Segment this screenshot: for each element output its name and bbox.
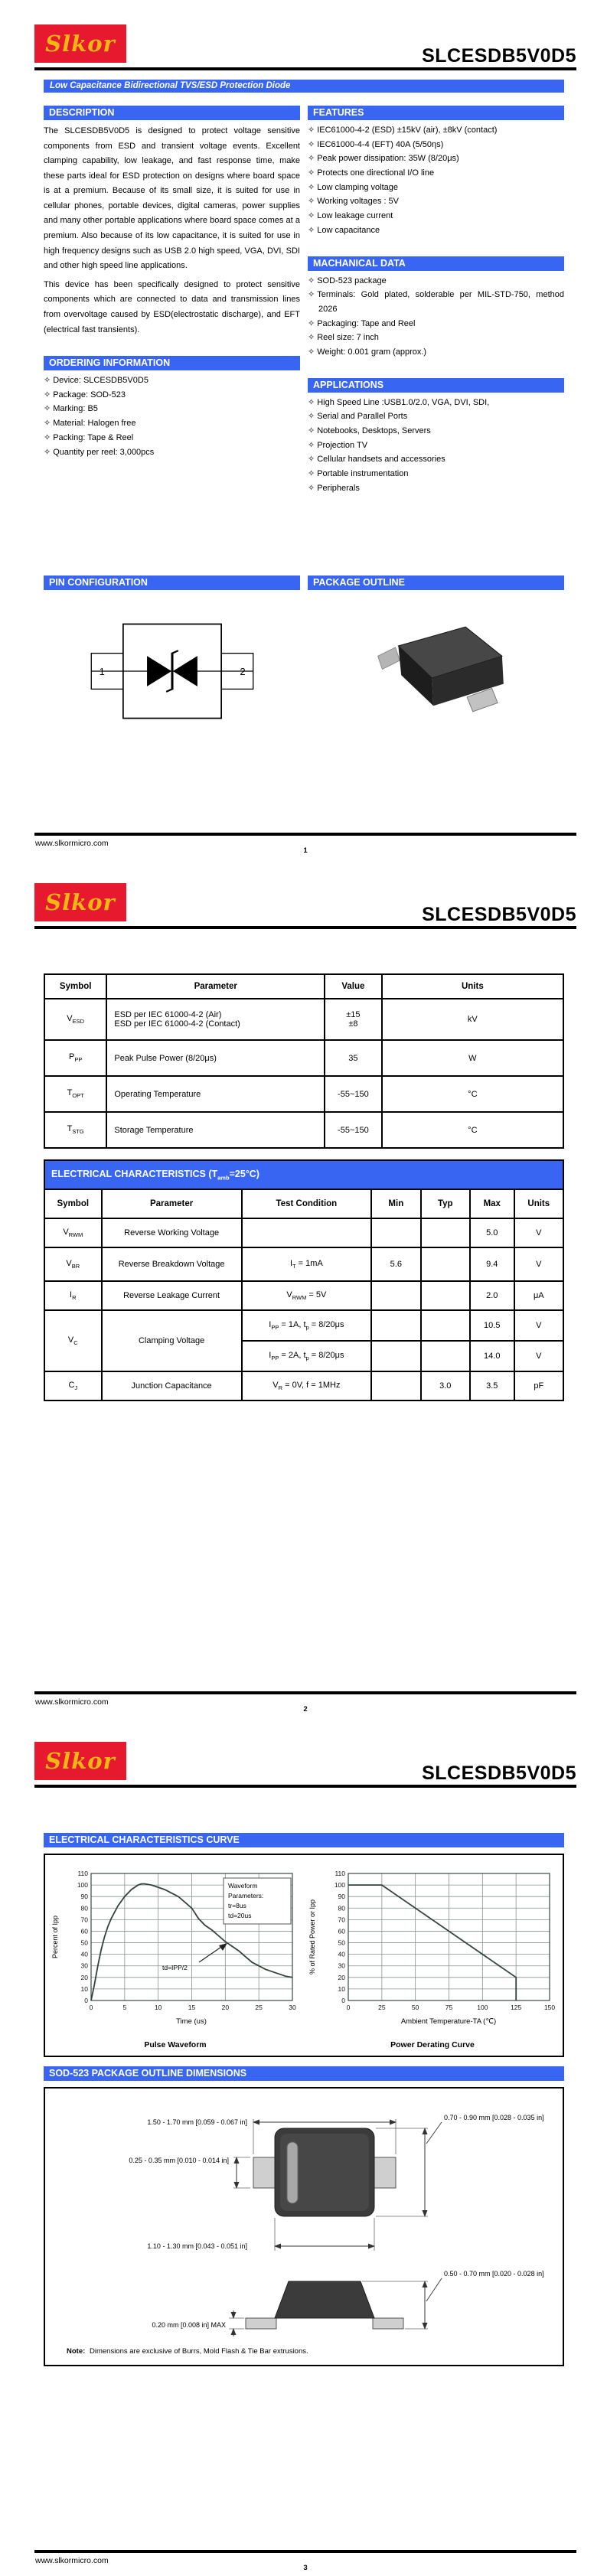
y-axis-label: % of Rated Power or Ipp: [308, 1899, 316, 1975]
list-item-text: Low clamping voltage: [317, 182, 399, 192]
page-number: 2: [303, 1705, 308, 1714]
cell-symbol: $C_J$: [44, 1371, 102, 1400]
y-tick-label: 70: [80, 1916, 88, 1924]
page-footer: [34, 1691, 576, 1714]
cell-parameter: Operating Temperature: [106, 1076, 325, 1112]
mechanical-section-header: MACHANICAL DATA: [308, 256, 564, 271]
logo-text: Slkor: [45, 31, 116, 57]
slkor-logo: [34, 24, 126, 63]
curves-section: [44, 1833, 564, 2057]
list-item-text: Device: SLCESDB5V0D5: [53, 376, 148, 386]
part-number-title: SLCESDB5V0D5: [422, 1762, 576, 1784]
list-item: [308, 396, 564, 410]
cell-typ: 3.0: [421, 1371, 470, 1400]
list-item-text: Low leakage current: [317, 211, 393, 221]
list-item-text: Packing: Tape & Reel: [53, 432, 134, 442]
note-label: Note:: [67, 2347, 86, 2356]
x-tick-label: 100: [477, 2004, 488, 2011]
list-item: [308, 331, 564, 345]
diamond-bullet-icon: ✧: [44, 432, 51, 442]
diamond-bullet-icon: ✧: [44, 419, 51, 429]
cell-test-condition: $I_T = 1mA$: [242, 1247, 372, 1281]
page-header: [34, 1740, 576, 1785]
cell-max: 5.0: [470, 1218, 514, 1247]
arrow-annotation-label: td=IPP/2: [162, 1964, 188, 1971]
list-item: [44, 388, 300, 403]
website-link[interactable]: www.slkormicro.com: [35, 2556, 109, 2565]
cell-units: pF: [514, 1371, 563, 1400]
list-item: [308, 274, 564, 289]
y-tick-label: 100: [334, 1881, 345, 1890]
top-view: [129, 2114, 543, 2251]
diamond-bullet-icon: ✧: [308, 211, 315, 221]
package-outline-block: [308, 576, 564, 732]
table-row: [44, 1218, 563, 1247]
curves-section-header: ELECTRICAL CHARACTERISTICS CURVE: [44, 1833, 564, 1847]
x-tick-label: 0: [346, 2004, 351, 2011]
cell-min: 5.6: [371, 1247, 420, 1281]
list-item: [308, 194, 564, 209]
list-item-text: IEC61000-4-2 (ESD) ±15kV (air), ±8kV (contact): [317, 126, 498, 135]
col-header-test-condition: Test Condition: [242, 1189, 372, 1218]
list-item: [308, 345, 564, 360]
list-item-text: Low capacitance: [317, 225, 380, 235]
list-item: [308, 209, 564, 223]
cell-parameter: Storage Temperature: [106, 1112, 325, 1148]
package-dimensions-header: SOD-523 PACKAGE OUTLINE DIMENSIONS: [44, 2066, 564, 2081]
page-number: 3: [303, 2564, 308, 2572]
y-tick-label: 20: [80, 1973, 88, 1981]
cell-units: kV: [382, 999, 563, 1040]
cell-symbol: $V_{ESD}$: [44, 999, 106, 1040]
list-item: [308, 467, 564, 481]
list-item: [308, 452, 564, 467]
dim-label-body-depth: 0.70 - 0.90 mm [0.028 - 0.035 in]: [444, 2114, 544, 2121]
value-line: ±8: [348, 1019, 358, 1029]
diamond-bullet-icon: ✧: [308, 225, 315, 235]
cell-max: 14.0: [470, 1341, 514, 1371]
table-row: [44, 1371, 563, 1400]
diamond-bullet-icon: ✧: [308, 139, 315, 149]
pulse-waveform-chart: [49, 1864, 302, 2034]
part-number-title: SLCESDB5V0D5: [422, 45, 576, 67]
col-header-typ: Typ: [421, 1189, 470, 1218]
list-item-text: Material: Halogen free: [53, 419, 136, 429]
slkor-logo: [34, 883, 126, 921]
datasheet-page-2: [0, 859, 607, 1717]
list-item-text: Reel size: 7 inch: [317, 333, 379, 343]
page-footer: [34, 833, 576, 856]
two-column-layout: [44, 106, 564, 495]
cell-test-condition: $I_{PP} = 1A$, $t_p = 8/20\mu s$: [242, 1310, 372, 1341]
cell-typ: [421, 1281, 470, 1310]
package-body-side: [275, 2281, 374, 2318]
x-tick-label: 0: [89, 2004, 93, 2011]
list-item-text: Weight: 0.001 gram (approx.): [317, 347, 427, 357]
col-header-parameter: Parameter: [106, 974, 325, 999]
col-header-max: Max: [470, 1189, 514, 1218]
x-tick-label: 20: [221, 2004, 230, 2011]
cell-parameter: [106, 999, 325, 1040]
list-item-text: Serial and Parallel Ports: [317, 412, 408, 422]
ordering-section-header: ORDERING INFORMATION: [44, 356, 300, 370]
diamond-bullet-icon: ✧: [308, 276, 315, 285]
chart-caption: Pulse Waveform: [144, 2040, 207, 2049]
list-item: [308, 123, 564, 138]
col-header-units: Units: [382, 974, 563, 999]
features-section-header: FEATURES: [308, 106, 564, 120]
table-row: [44, 1112, 563, 1148]
website-link[interactable]: www.slkormicro.com: [35, 839, 109, 848]
list-item: [308, 481, 564, 496]
cell-symbol: $V_C$: [44, 1310, 102, 1371]
x-tick-label: 125: [511, 2004, 522, 2011]
table-row: [44, 1310, 563, 1341]
cell-max: 2.0: [470, 1281, 514, 1310]
dim-label-height: 0.50 - 0.70 mm [0.020 - 0.028 in]: [444, 2270, 544, 2278]
left-column: [44, 106, 300, 495]
cell-max: 3.5: [470, 1371, 514, 1400]
y-tick-label: 70: [338, 1916, 345, 1924]
header-rule: [34, 67, 576, 70]
table-row: [44, 1281, 563, 1310]
diamond-bullet-icon: ✧: [308, 154, 315, 164]
diamond-bullet-icon: ✧: [44, 390, 51, 399]
diamond-bullet-icon: ✧: [308, 440, 315, 450]
cell-parameter: Clamping Voltage: [102, 1310, 242, 1371]
list-item-text: Peripherals: [317, 483, 360, 493]
col-header-min: Min: [371, 1189, 420, 1218]
table-header-row: [44, 974, 563, 999]
diamond-bullet-icon: ✧: [308, 168, 315, 178]
list-item-text: High Speed Line :USB1.0/2.0, VGA, DVI, SDI,: [317, 397, 490, 407]
cell-value: -55~150: [325, 1076, 382, 1112]
description-paragraph-2: This device has been specifically designed to protect sensitive components which are connected to data and transmission lines from overvoltage caused by ESD(electrostatic discharge), and EFT (electrical fast transients).: [44, 279, 300, 334]
chart-caption: Power Derating Curve: [390, 2040, 475, 2049]
x-tick-label: 15: [188, 2004, 196, 2011]
cell-min: [371, 1371, 420, 1400]
cell-units: V: [514, 1341, 563, 1371]
x-axis-label: Ambient Temperature-TA (℃): [400, 2017, 497, 2026]
list-item-text: Packaging: Tape and Reel: [317, 318, 416, 328]
cell-value: [325, 999, 382, 1040]
page-number: 1: [303, 846, 308, 855]
list-item-text: Marking: B5: [53, 404, 98, 414]
pulse-waveform-cell: [47, 1864, 304, 2049]
cell-units: V: [514, 1310, 563, 1341]
chart-overlay: [308, 1899, 496, 2026]
package-dimensions-section: [44, 2066, 564, 2366]
diamond-bullet-icon: ✧: [44, 376, 51, 386]
table-row: [44, 1040, 563, 1076]
sod523-3d-render: [356, 610, 517, 729]
description-section-header: DESCRIPTION: [44, 106, 300, 120]
pin-package-row: [44, 576, 564, 732]
list-item-text: Projection TV: [317, 440, 368, 450]
cell-symbol: $T_{OPT}$: [44, 1076, 106, 1112]
list-item-text: Cellular handsets and accessories: [317, 455, 445, 465]
table-row: [44, 1247, 563, 1281]
annotation-line: Parameters:: [228, 1892, 264, 1899]
list-item: [308, 424, 564, 439]
parameter-line: ESD per IEC 61000-4-2 (Air): [114, 1010, 222, 1019]
cell-typ: [421, 1310, 470, 1341]
electrical-characteristics-table: [44, 1159, 564, 1401]
list-item-text: Package: SOD-523: [53, 390, 126, 399]
diamond-bullet-icon: ✧: [308, 333, 315, 343]
cell-parameter: Reverse Leakage Current: [102, 1281, 242, 1310]
y-tick-label: 50: [80, 1939, 88, 1947]
x-tick-label: 150: [543, 2004, 556, 2011]
diamond-bullet-icon: ✧: [308, 182, 315, 192]
list-item-text: Working voltages : 5V: [317, 197, 400, 207]
cell-test-condition: $V_{RWM} = 5V$: [242, 1281, 372, 1310]
cell-typ: [421, 1247, 470, 1281]
cell-units: μA: [514, 1281, 563, 1310]
list-item: [308, 439, 564, 453]
cell-parameter: Reverse Working Voltage: [102, 1218, 242, 1247]
list-item: [44, 373, 300, 388]
part-number-title: SLCESDB5V0D5: [422, 904, 576, 925]
diamond-bullet-icon: ✧: [308, 455, 315, 465]
cell-parameter: Junction Capacitance: [102, 1371, 242, 1400]
applications-list: [308, 396, 564, 496]
cell-units: W: [382, 1040, 563, 1076]
list-item: [308, 317, 564, 331]
diamond-bullet-icon: ✧: [308, 397, 315, 407]
table-row: [44, 999, 563, 1040]
note-text: Dimensions are exclusive of Burrs, Mold Flash & Tie Bar extrusions.: [90, 2347, 308, 2356]
diamond-bullet-icon: ✧: [44, 447, 51, 457]
list-item: [308, 288, 564, 316]
y-tick-label: 90: [80, 1893, 88, 1901]
applications-section-header: APPLICATIONS: [308, 378, 564, 393]
annotation-line: Waveform: [228, 1882, 258, 1890]
logo-text: Slkor: [45, 889, 116, 915]
cell-parameter: Reverse Breakdown Voltage: [102, 1247, 242, 1281]
annotation-line: tr=8us: [228, 1902, 246, 1909]
package-outline-header: PACKAGE OUTLINE: [308, 576, 564, 590]
cell-symbol: $T_{STG}$: [44, 1112, 106, 1148]
diamond-bullet-icon: ✧: [308, 126, 315, 135]
mechanical-list: [308, 274, 564, 360]
list-item: [308, 166, 564, 181]
cell-value: -55~150: [325, 1112, 382, 1148]
ordering-list: [44, 373, 300, 459]
terminal-back: [377, 647, 400, 670]
list-item: [44, 431, 300, 445]
list-item-text: Notebooks, Desktops, Servers: [317, 426, 431, 435]
cell-test-condition: [242, 1218, 372, 1247]
col-header-parameter: Parameter: [102, 1189, 242, 1218]
page-header: [34, 23, 576, 67]
cell-typ: [421, 1218, 470, 1247]
tvs-diode-schematic: [73, 610, 272, 732]
cell-max: 10.5: [470, 1310, 514, 1341]
y-tick-label: 30: [80, 1961, 88, 1970]
cell-min: [371, 1310, 420, 1341]
list-item-text: SOD-523 package: [317, 276, 387, 285]
y-tick-label: 30: [338, 1961, 345, 1970]
cell-min: [371, 1281, 420, 1310]
list-item-text: Portable instrumentation: [317, 469, 409, 479]
table-header-row: [44, 1189, 563, 1218]
col-header-value: Value: [325, 974, 382, 999]
list-item-text: Quantity per reel: 3,000pcs: [53, 447, 155, 457]
list-item: [308, 138, 564, 152]
y-tick-label: 80: [338, 1904, 345, 1912]
diamond-bullet-icon: ✧: [308, 290, 315, 300]
list-item: [44, 416, 300, 431]
y-tick-label: 40: [338, 1950, 345, 1958]
y-tick-label: 90: [338, 1893, 345, 1901]
cell-units: V: [514, 1247, 563, 1281]
website-link[interactable]: www.slkormicro.com: [35, 1697, 109, 1707]
side-view: [152, 2270, 543, 2336]
datasheet-page-1: [0, 0, 607, 859]
marking-slot: [287, 2142, 298, 2203]
list-item: [308, 152, 564, 166]
page-header: [34, 882, 576, 926]
maximum-ratings-table: [44, 973, 564, 1149]
right-terminal: [374, 2157, 396, 2188]
list-item: [308, 409, 564, 424]
cell-units: °C: [382, 1112, 563, 1148]
diamond-bullet-icon: ✧: [308, 483, 315, 493]
diamond-bullet-icon: ✧: [308, 412, 315, 422]
list-item: [308, 181, 564, 195]
y-tick-label: 10: [338, 1984, 345, 1993]
parameter-line: ESD per IEC 61000-4-2 (Contact): [114, 1019, 240, 1029]
header-rule: [34, 926, 576, 929]
right-column: [308, 106, 564, 495]
y-axis-label: Percent of Ipp: [51, 1915, 59, 1959]
left-terminal-side: [246, 2318, 276, 2329]
package-dimensions-box: [44, 2087, 564, 2366]
y-tick-label: 60: [80, 1927, 88, 1935]
cell-units: V: [514, 1218, 563, 1247]
x-tick-label: 25: [378, 2004, 386, 2011]
pin1-label: 1: [99, 666, 105, 678]
col-header-symbol: Symbol: [44, 1189, 102, 1218]
slkor-logo: [34, 1742, 126, 1780]
cell-test-condition: $I_{PP} = 2A$, $t_p = 8/20\mu s$: [242, 1341, 372, 1371]
y-tick-label: 40: [80, 1950, 88, 1958]
col-header-units: Units: [514, 1189, 563, 1218]
x-tick-label: 5: [122, 2004, 127, 2011]
dim-label-terminal-width: 0.25 - 0.35 mm [0.010 - 0.014 in]: [129, 2157, 229, 2164]
electrical-characteristics-title: ELECTRICAL CHARACTERISTICS $(T_{amb}=25^\circ C)$: [44, 1160, 563, 1189]
annotation-arrow: [199, 1945, 224, 1962]
cell-symbol: $V_{RWM}$: [44, 1218, 102, 1247]
datasheet-page-3: [0, 1717, 607, 2576]
sod523-dimension-drawing: [45, 2089, 563, 2361]
page-footer: [34, 2550, 576, 2573]
list-item: [44, 402, 300, 416]
pin-configuration-header: PIN CONFIGURATION: [44, 576, 300, 590]
diamond-bullet-icon: ✧: [308, 347, 315, 357]
y-tick-label: 0: [341, 1997, 345, 2004]
cell-max: 9.4: [470, 1247, 514, 1281]
cell-value: 35: [325, 1040, 382, 1076]
curves-box: [44, 1854, 564, 2057]
package-outline-figure: [308, 610, 564, 729]
table-row: [44, 1076, 563, 1112]
diamond-bullet-icon: ✧: [308, 318, 315, 328]
x-tick-label: 30: [289, 2004, 296, 2011]
y-tick-label: 20: [338, 1973, 345, 1981]
header-rule: [34, 1785, 576, 1788]
cell-symbol: $V_{BR}$: [44, 1247, 102, 1281]
y-tick-label: 60: [338, 1927, 345, 1935]
pin2-label: 2: [239, 666, 246, 678]
features-list: [308, 123, 564, 238]
diamond-bullet-icon: ✧: [308, 197, 315, 207]
y-tick-label: 110: [77, 1870, 88, 1877]
col-header-symbol: Symbol: [44, 974, 106, 999]
list-item-text: Terminals: Gold plated, solderable per MIL-STD-750, method 2026: [317, 290, 564, 314]
list-item: [44, 445, 300, 460]
pin-configuration-figure: [44, 610, 300, 732]
cell-typ: [421, 1341, 470, 1371]
y-tick-label: 110: [335, 1870, 345, 1877]
diamond-bullet-icon: ✧: [44, 404, 51, 414]
list-item: [308, 223, 564, 238]
list-item-text: Protects one directional I/O line: [317, 168, 435, 178]
power-derating-chart: [306, 1864, 559, 2034]
y-tick-label: 50: [338, 1939, 345, 1947]
y-tick-label: 80: [80, 1904, 88, 1912]
cell-min: [371, 1218, 420, 1247]
y-tick-label: 10: [80, 1984, 88, 1993]
value-line: ±15: [346, 1010, 361, 1019]
cell-symbol: $I_R$: [44, 1281, 102, 1310]
dim-label-overall-width: 1.50 - 1.70 mm [0.059 - 0.067 in]: [147, 2118, 247, 2126]
cell-units: °C: [382, 1076, 563, 1112]
x-tick-label: 25: [255, 2004, 263, 2011]
diamond-bullet-icon: ✧: [308, 469, 315, 479]
cell-parameter: Peak Pulse Power (8/20μs): [106, 1040, 325, 1076]
description-paragraph-1: The SLCESDB5V0D5 is designed to protect voltage sensitive components from ESD and transient voltage events. Excellent clamping capability, low leakage, and fast response time, make these parts ideal for ESD protection on designs where board space is at a premium. Because of its small size, it is suited for use in cellular phones, portable devices, digital cameras, power supplies and many other portable applications where board space comes at a premium. Also because of its low capacitance, it is suited for use in high frequency designs such as USB 2.0 high speed, VGA, DVI, SDI and other high speed line applications.: [44, 126, 300, 271]
x-axis-label: Time (us): [176, 2017, 207, 2026]
dim-label-standoff: 0.20 mm [0.008 in] MAX: [152, 2321, 226, 2329]
x-tick-label: 50: [411, 2004, 419, 2011]
left-terminal: [253, 2157, 275, 2188]
y-tick-label: 0: [84, 1997, 88, 2004]
power-derating-cell: [304, 1864, 561, 2049]
annotation-line: td=20us: [228, 1912, 252, 1919]
diamond-bullet-icon: ✧: [308, 426, 315, 435]
x-tick-label: 75: [445, 2004, 453, 2011]
list-item-text: Peak power dissipation: 35W (8/20μs): [317, 154, 459, 164]
dim-label-body-width: 1.10 - 1.30 mm [0.043 - 0.051 in]: [147, 2242, 247, 2250]
annotation-arrowhead: [219, 1943, 227, 1951]
document-subtitle-banner: Low Capacitance Bidirectional TVS/ESD Protection Diode: [44, 80, 564, 93]
cell-symbol: $P_{PP}$: [44, 1040, 106, 1076]
y-tick-label: 100: [77, 1881, 88, 1890]
pin-configuration-block: [44, 576, 300, 732]
cell-min: [371, 1341, 420, 1371]
x-tick-label: 10: [154, 2004, 162, 2011]
table-title-row: [44, 1160, 563, 1189]
right-terminal-side: [373, 2318, 403, 2329]
cell-test-condition: $V_R = 0V$, f = 1MHz: [242, 1371, 372, 1400]
logo-text: Slkor: [45, 1748, 116, 1774]
list-item-text: IEC61000-4-4 (EFT) 40A (5/50ηs): [317, 139, 444, 149]
